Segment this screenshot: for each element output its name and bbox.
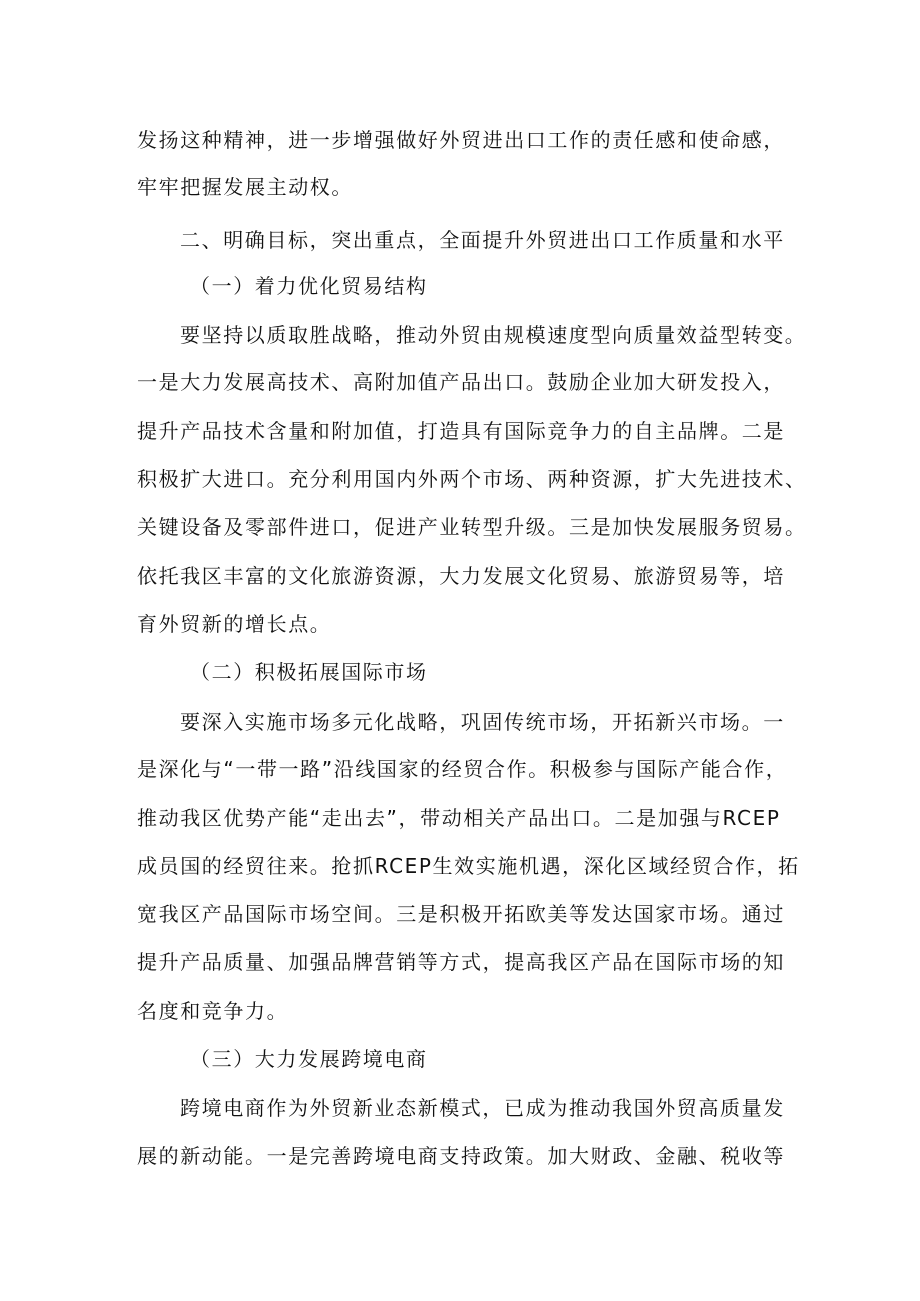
paragraph-line: 名度和竞争力。 bbox=[137, 999, 289, 1023]
paragraph-line: 依托我区丰富的文化旅游资源，大力发展文化贸易、旅游贸易等，培 bbox=[137, 564, 785, 588]
subsection-heading: （二）积极拓展国际市场 bbox=[190, 660, 428, 684]
paragraph-line: 推动我区优势产能“走出去”，带动相关产品出口。二是加强与RCEP bbox=[137, 806, 781, 830]
paragraph-line: 提升产品技术含量和附加值，打造具有国际竞争力的自主品牌。二是 bbox=[137, 419, 785, 443]
paragraph-line: 宽我区产品国际市场空间。三是积极开拓欧美等发达国家市场。通过 bbox=[137, 902, 785, 926]
subsection-heading: （三）大力发展跨境电商 bbox=[190, 1047, 428, 1071]
paragraph-line: 要深入实施市场多元化战略，巩固传统市场，开拓新兴市场。一 bbox=[180, 710, 785, 734]
paragraph-line: 要坚持以质取胜战略，推动外贸由规模速度型向质量效益型转变。 bbox=[180, 323, 807, 347]
paragraph-line: 展的新动能。一是完善跨境电商支持政策。加大财政、金融、税收等 bbox=[137, 1144, 785, 1168]
section-heading: 二、明确目标，突出重点，全面提升外贸进出口工作质量和水平 bbox=[180, 228, 785, 252]
paragraph-line: 积极扩大进口。充分利用国内外两个市场、两种资源，扩大先进技术、 bbox=[137, 467, 807, 491]
paragraph-line: 是深化与“一带一路”沿线国家的经贸合作。积极参与国际产能合作， bbox=[137, 757, 788, 781]
paragraph-line: 成员国的经贸往来。抢抓RCEP生效实施机遇，深化区域经贸合作，拓 bbox=[137, 854, 800, 878]
paragraph-line: 跨境电商作为外贸新业态新模式，已成为推动我国外贸高质量发 bbox=[180, 1096, 785, 1120]
paragraph-line: 育外贸新的增长点。 bbox=[137, 612, 332, 636]
subsection-heading: （一）着力优化贸易结构 bbox=[190, 274, 428, 298]
paragraph-line: 牢牢把握发展主动权。 bbox=[137, 175, 353, 199]
paragraph-line: 关键设备及零部件进口，促进产业转型升级。三是加快发展服务贸易。 bbox=[137, 515, 807, 539]
paragraph-line: 提升产品质量、加强品牌营销等方式，提高我区产品在国际市场的知 bbox=[137, 950, 785, 974]
paragraph-line: 发扬这种精神，进一步增强做好外贸进出口工作的责任感和使命感， bbox=[137, 128, 785, 152]
paragraph-line: 一是大力发展高技术、高附加值产品出口。鼓励企业加大研发投入， bbox=[137, 370, 785, 394]
